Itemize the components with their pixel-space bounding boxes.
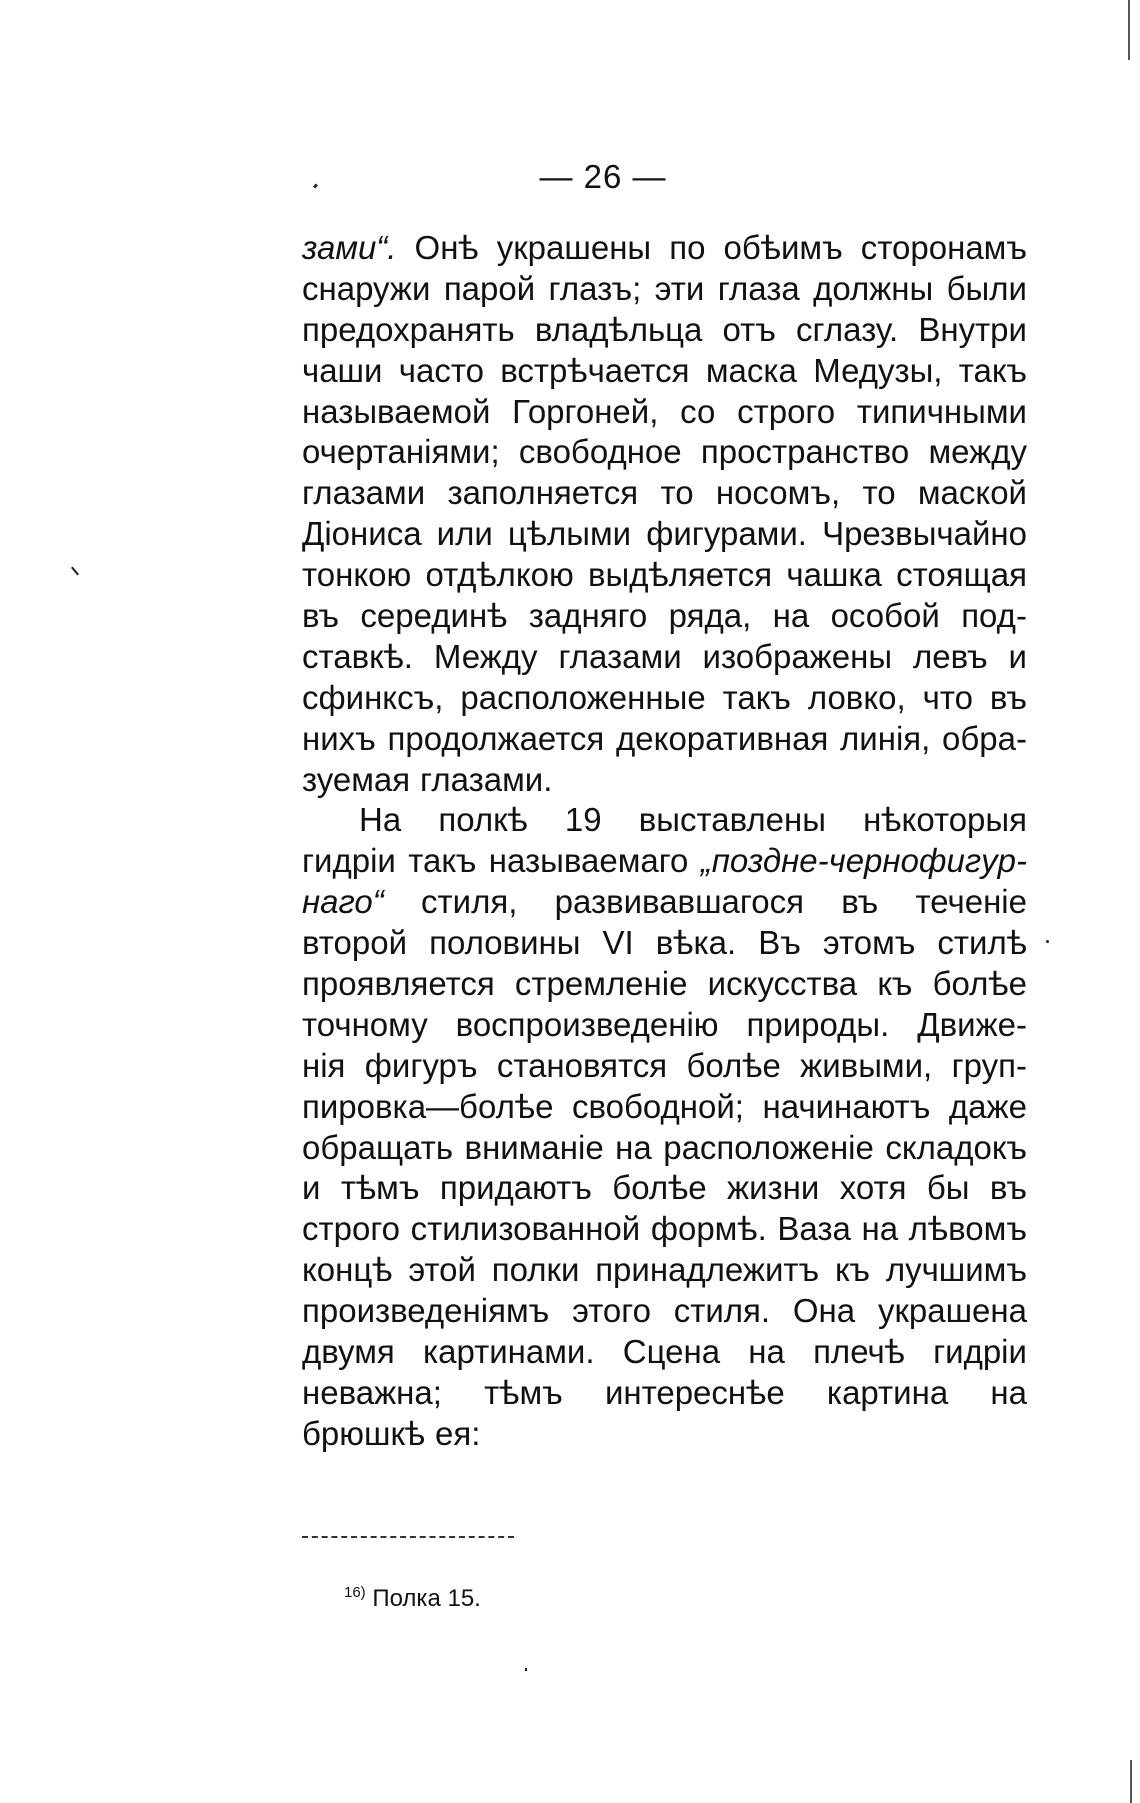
word: Въ <box>758 924 801 962</box>
word: задняго <box>528 597 648 635</box>
text-line <box>302 392 1027 433</box>
word: глазъ; <box>548 269 642 307</box>
word: стилизованной <box>410 1210 641 1248</box>
scan-speck <box>71 567 79 576</box>
word: называемаго <box>488 842 689 880</box>
word: стилѣ <box>937 924 1027 962</box>
word: сторонамъ <box>860 229 1027 266</box>
word: къ <box>834 1251 871 1289</box>
word: строго <box>302 1210 400 1248</box>
word: бы <box>926 1169 970 1207</box>
word: неважна; <box>302 1373 442 1411</box>
word: свободное <box>518 433 682 471</box>
word: жизни <box>727 1169 820 1207</box>
text-line <box>302 678 1027 719</box>
word: выдѣляется <box>587 556 773 594</box>
word: строго <box>737 392 836 430</box>
word: „поздне-чернофигур- <box>700 842 1027 880</box>
word: этомъ <box>822 924 916 962</box>
word: природы. <box>746 1005 890 1043</box>
word: глазами <box>302 474 426 512</box>
word: и <box>1008 637 1027 675</box>
word: заполняется <box>447 474 639 512</box>
word: на <box>615 1128 652 1166</box>
word: складокъ <box>885 1128 1027 1166</box>
word: Внутри <box>918 310 1027 348</box>
word: живыми, <box>800 1046 933 1084</box>
word: ея: <box>435 1414 481 1452</box>
word: формѣ. <box>650 1210 767 1248</box>
word: брюшкѣ <box>302 1414 426 1452</box>
word: часто <box>398 351 484 389</box>
word: принадлежитъ <box>595 1251 820 1289</box>
word: въ <box>989 1169 1027 1207</box>
word: хотя <box>839 1169 907 1207</box>
word: стоящая <box>896 556 1027 594</box>
word: стиля, <box>421 883 518 921</box>
word: декоративная <box>616 719 829 757</box>
word: тѣмъ <box>484 1373 563 1411</box>
word: къ <box>877 965 913 1003</box>
word: произведеніямъ <box>302 1292 550 1330</box>
word: на <box>772 597 810 635</box>
word: стремленіе <box>514 965 688 1003</box>
word: такъ <box>408 842 477 880</box>
text-line <box>302 841 1027 882</box>
word: зами“. <box>302 229 397 266</box>
word: сглазу. <box>796 310 899 348</box>
word: снаружи <box>302 269 431 307</box>
word: картина <box>826 1373 949 1411</box>
word: полкѣ <box>438 801 528 839</box>
word: гидріи <box>933 1333 1027 1371</box>
word: развивавшагося <box>554 883 804 921</box>
word: искусства <box>707 965 858 1003</box>
word: между <box>928 433 1027 471</box>
word: плечѣ <box>813 1333 905 1371</box>
word: сфинксъ, <box>302 678 444 716</box>
word: украшены <box>496 229 652 266</box>
word: зуемая <box>302 760 411 798</box>
text-line <box>302 1291 1027 1332</box>
word: въ <box>989 678 1027 716</box>
word: лучшимъ <box>885 1251 1027 1289</box>
word: болѣе <box>932 965 1027 1003</box>
text-line <box>302 964 1027 1005</box>
word: воспроизведенію <box>455 1005 719 1043</box>
word: полки <box>491 1251 580 1289</box>
word: Между <box>433 637 538 675</box>
word: На <box>359 801 402 839</box>
word: Сцена <box>622 1333 721 1371</box>
text-line <box>302 473 1027 514</box>
word: гидріи <box>302 842 396 880</box>
word: VI <box>602 924 634 962</box>
word: пространство <box>700 433 910 471</box>
text-line <box>302 1373 1027 1414</box>
word: типичными <box>856 392 1027 430</box>
word: маска <box>705 351 797 389</box>
word: такъ <box>958 351 1027 389</box>
text-line <box>302 432 1027 473</box>
page-edge-mark <box>1128 0 1130 60</box>
word: линія, <box>840 719 931 757</box>
text-line <box>302 555 1027 596</box>
text-line <box>302 923 1027 964</box>
scan-speck <box>1046 940 1049 943</box>
word: на <box>990 1373 1027 1411</box>
word: нихъ <box>302 719 376 757</box>
word: встрѣчается <box>500 351 690 389</box>
word: стиля. <box>673 1292 771 1330</box>
word: тѣмъ <box>340 1169 420 1207</box>
word: второй <box>302 924 408 962</box>
word: маской <box>917 474 1027 512</box>
word: Она <box>792 1292 856 1330</box>
word: Ваза <box>777 1210 851 1248</box>
word: должны <box>813 269 934 307</box>
word: украшена <box>877 1292 1027 1330</box>
word: фигуръ <box>364 1046 478 1084</box>
word: глаза <box>717 269 800 307</box>
word: ставкѣ. <box>302 637 413 675</box>
word: въ <box>302 597 340 635</box>
text-line <box>302 760 1027 801</box>
footnote-text: Полка 15. <box>372 1585 481 1612</box>
word: на <box>748 1333 785 1371</box>
word: тонкою <box>302 556 412 594</box>
word: ряда, <box>668 597 752 635</box>
word: изображены <box>702 637 893 675</box>
word: предохранять <box>302 310 515 348</box>
word: обра- <box>942 719 1027 757</box>
text-line <box>302 269 1027 310</box>
word: начинаютъ <box>762 1087 931 1125</box>
text-line <box>302 882 1027 923</box>
word: интереснѣе <box>604 1373 785 1411</box>
word: проявляется <box>302 965 495 1003</box>
word: вниманіе <box>464 1128 604 1166</box>
word: владѣльца <box>534 310 703 348</box>
word: или <box>436 515 493 553</box>
text-line <box>302 1087 1027 1128</box>
word: со <box>680 392 716 430</box>
text-line <box>302 228 1027 269</box>
word: и <box>302 1169 321 1207</box>
word: придаютъ <box>439 1169 592 1207</box>
word: отдѣлкою <box>425 556 574 594</box>
word: что <box>922 678 973 716</box>
word: расположенные <box>460 678 706 716</box>
word: ловко, <box>807 678 906 716</box>
word: болѣе <box>686 1046 781 1084</box>
word: обращать <box>302 1128 454 1166</box>
word: картинами. <box>422 1333 595 1371</box>
footnote-rule <box>302 1536 514 1538</box>
text-line <box>302 800 1027 841</box>
word: чаши <box>302 351 383 389</box>
word: на <box>861 1210 899 1248</box>
word: продолжается <box>387 719 605 757</box>
word: Онѣ <box>414 229 479 266</box>
text-line <box>302 514 1027 555</box>
footnote-marker: 16) <box>344 1584 366 1601</box>
text-line <box>302 719 1027 760</box>
word: нѣкоторыя <box>863 801 1027 839</box>
text-line <box>302 637 1027 678</box>
word: особой <box>830 597 940 635</box>
footnote <box>344 1584 481 1613</box>
word: то <box>862 474 896 512</box>
word: цѣлыми <box>507 515 632 553</box>
word: наго“ <box>302 883 384 921</box>
word: лѣвомъ <box>908 1210 1027 1248</box>
word: под- <box>961 597 1027 635</box>
text-line <box>302 1414 1027 1455</box>
word: нія <box>302 1046 346 1084</box>
page-number: — 26 — <box>539 158 667 195</box>
text-line <box>302 1168 1027 1209</box>
word: этого <box>572 1292 651 1330</box>
word: то <box>660 474 694 512</box>
word: Горгоней, <box>512 392 659 430</box>
word: теченіе <box>915 883 1027 921</box>
word: Медузы, <box>813 351 943 389</box>
word: половины <box>429 924 581 962</box>
word: эти <box>654 269 705 307</box>
word: даже <box>948 1087 1027 1125</box>
word: носомъ, <box>715 474 841 512</box>
body-text <box>302 228 1027 1455</box>
word: вѣка. <box>655 924 737 962</box>
word: этой <box>408 1251 476 1289</box>
word: Движе- <box>917 1005 1027 1043</box>
text-line <box>302 1250 1027 1291</box>
word: отъ <box>722 310 776 348</box>
word: обѣимъ <box>723 229 843 266</box>
word: расположеніе <box>663 1128 874 1166</box>
word: серединѣ <box>360 597 508 635</box>
word: чашка <box>786 556 882 594</box>
word: были <box>946 269 1027 307</box>
word: глазами <box>558 637 682 675</box>
word: 19 <box>564 801 602 839</box>
word: свободной; <box>571 1087 744 1125</box>
word: такъ <box>722 678 791 716</box>
word: левъ <box>912 637 988 675</box>
word: Чрезвычайно <box>822 515 1027 553</box>
text-line <box>302 1046 1027 1087</box>
word: пировка—болѣе <box>302 1087 554 1125</box>
word: очертаніями; <box>302 433 500 471</box>
scan-speck <box>525 1668 527 1671</box>
word: Діониса <box>302 515 422 553</box>
text-line <box>302 1209 1027 1250</box>
text-line <box>302 596 1027 637</box>
word: выставлены <box>638 801 826 839</box>
text-line <box>302 1005 1027 1046</box>
text-line <box>302 310 1027 351</box>
word: по <box>669 229 706 266</box>
word: называемой <box>302 392 491 430</box>
word: глазами. <box>420 760 553 798</box>
text-line <box>302 351 1027 392</box>
text-line <box>302 1332 1027 1373</box>
word: парой <box>443 269 536 307</box>
word: становятся <box>496 1046 668 1084</box>
word: фигурами. <box>646 515 807 553</box>
word: двумя <box>302 1333 395 1371</box>
text-line <box>302 1128 1027 1169</box>
word: груп- <box>951 1046 1027 1084</box>
word: болѣе <box>612 1169 707 1207</box>
page-edge-mark <box>1130 1760 1132 1803</box>
word: точному <box>302 1005 428 1043</box>
word: концѣ <box>302 1251 393 1289</box>
word: въ <box>841 883 879 921</box>
